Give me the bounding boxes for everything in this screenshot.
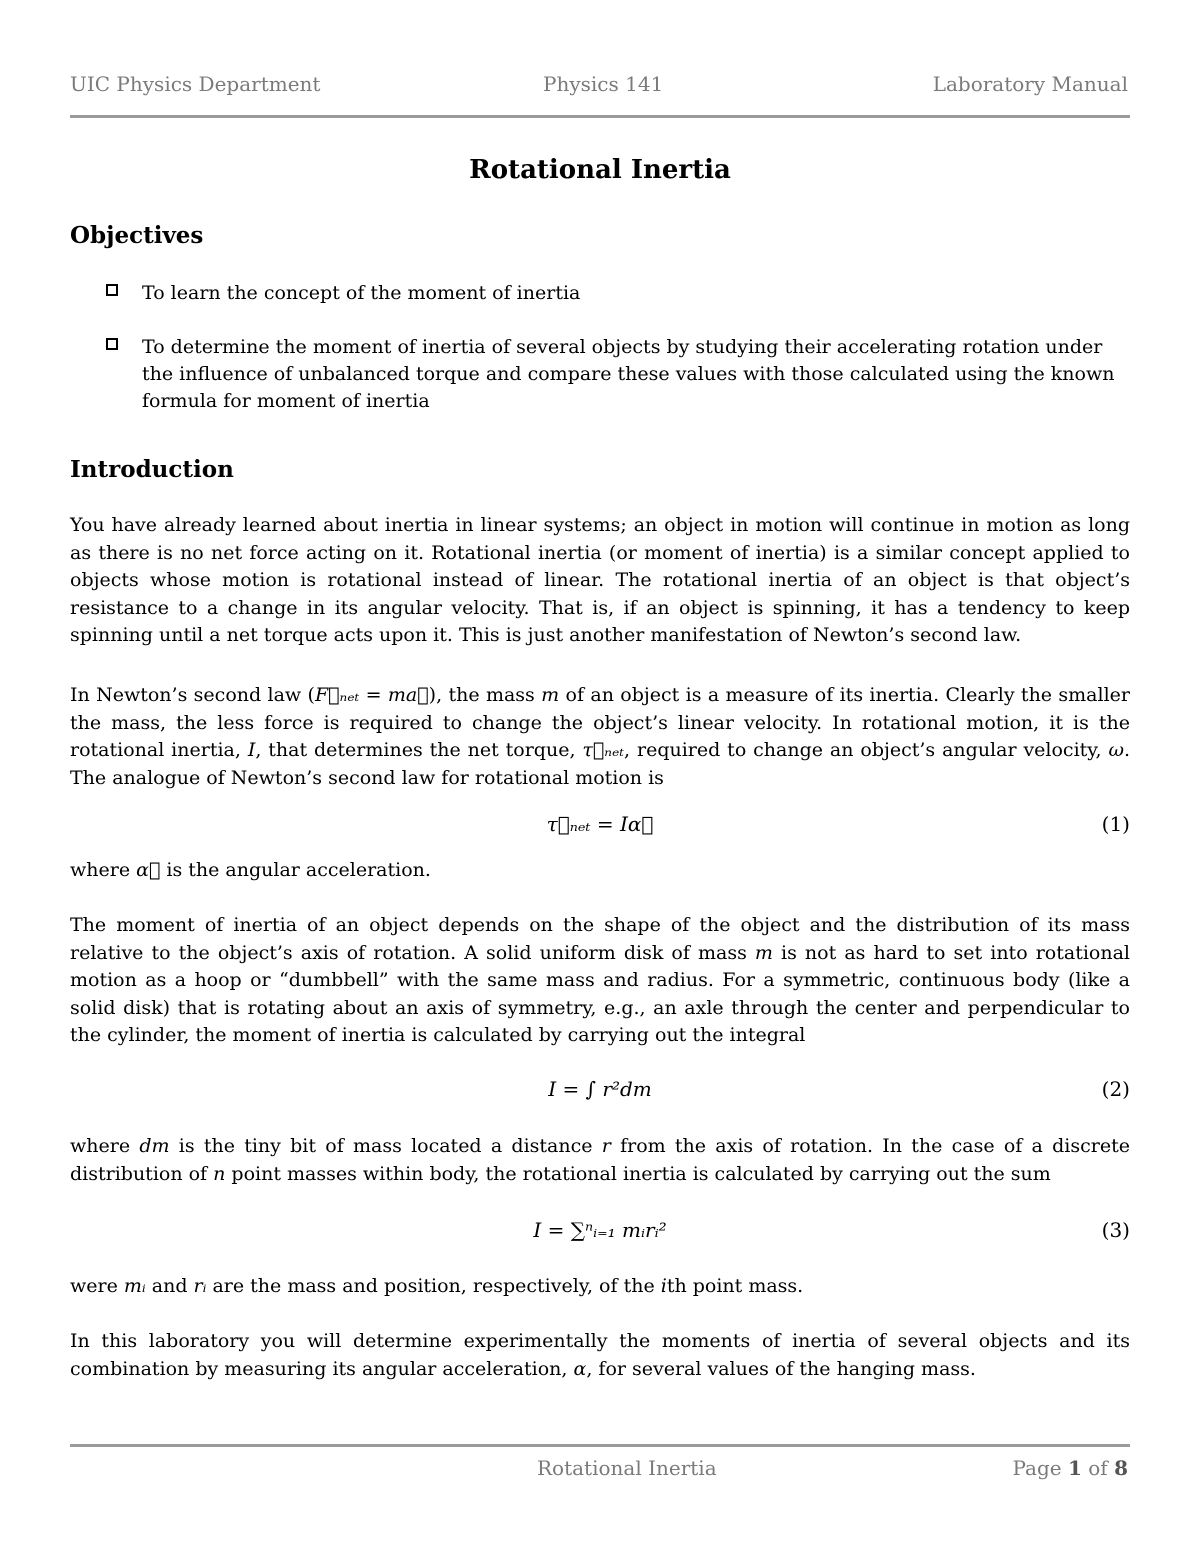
intro-paragraph-4: The moment of inertia of an object depends on the shape of the object and the distribution of its mass relative to the object’s axis of rotation. A solid uniform disk of mass m is not as hard to set into rotational motion as a hoop or “dumbbell” with the same mass and radius. For a symmetric, continuous body (like a solid disk) that is rotating about an axis of symmetry, e.g., an axle through the center and perpendicular to the cylinder, the moment of inertia is calculated by carrying out the integral bbox=[70, 914, 1130, 1046]
equation-formula: τ⃗ₙₑₜ = Iα⃗ bbox=[546, 812, 654, 836]
list-item bbox=[106, 280, 1130, 307]
introduction-heading: Introduction bbox=[70, 456, 234, 483]
equation-1 bbox=[70, 812, 1130, 842]
equation-3 bbox=[70, 1218, 1130, 1248]
intro-paragraph-7: In this laboratory you will determine experimentally the moments of inertia of several objects and its combination by measuring its angular acceleration, α, for several values of the hanging mass. bbox=[70, 1330, 1130, 1380]
intro-paragraph-6: were mᵢ and rᵢ are the mass and position, respectively, of the ith point mass. bbox=[70, 1275, 804, 1297]
objective-text: To learn the concept of the moment of inertia bbox=[142, 282, 581, 304]
equation-number: (2) bbox=[1101, 1077, 1130, 1101]
page-title: Rotational Inertia bbox=[469, 155, 731, 185]
intro-paragraph-3: where α⃗ is the angular acceleration. bbox=[70, 859, 431, 881]
equation-formula: I = ∫ r²dm bbox=[548, 1077, 652, 1101]
equation-number: (3) bbox=[1101, 1218, 1130, 1242]
list-item bbox=[106, 334, 1130, 415]
footer-title: Rotational Inertia bbox=[537, 1456, 717, 1480]
objectives-heading: Objectives bbox=[70, 222, 204, 249]
intro-paragraph-2: In Newton’s second law (F⃗ₙₑₜ = ma⃗), the mass m of an object is a measure of its inertia. Clearly the smaller the mass, the less force is required to change the object’s linear velocity. In rotational motion, it is the rotational inertia, I, that determines the net torque, τ⃗ₙₑₜ, required to change an object’s angular velocity, ω. The analogue of Newton’s second law for rotational motion is bbox=[70, 684, 1130, 789]
objective-text: To determine the moment of inertia of several objects by studying their accelerating rotation under the influence of unbalanced torque and compare these values with those calculated using the known formula for moment of inertia bbox=[142, 336, 1115, 412]
equation-formula: I = ∑ⁿᵢ₌₁ mᵢrᵢ² bbox=[533, 1218, 667, 1242]
intro-paragraph-1: You have already learned about inertia in linear systems; an object in motion will continue in motion as long as there is no net force acting on it. Rotational inertia (or moment of inertia) is a similar concept applied to objects whose motion is rotational instead of linear. The rotational inertia of an object is that object’s resistance to a change in its angular velocity. That is, if an object is spinning, it has a tendency to keep spinning until a net torque acts upon it. This is just another manifestation of Newton’s second law. bbox=[70, 514, 1130, 646]
equation-number: (1) bbox=[1101, 812, 1130, 836]
header-rule bbox=[70, 115, 1130, 118]
footer-rule bbox=[70, 1444, 1130, 1447]
page-number: Page 1 of 8 bbox=[1012, 1456, 1128, 1480]
header-right: Laboratory Manual bbox=[932, 72, 1128, 96]
header-left: UIC Physics Department bbox=[70, 72, 321, 96]
intro-paragraph-5: where dm is the tiny bit of mass located a distance r from the axis of rotation. In the case of a discrete distribution of n point masses within body, the rotational inertia is calculated by carrying out the sum bbox=[70, 1135, 1130, 1185]
equation-2 bbox=[70, 1077, 1130, 1107]
checkbox-icon bbox=[106, 338, 118, 350]
checkbox-icon bbox=[106, 284, 118, 296]
header-center: Physics 141 bbox=[543, 72, 664, 96]
